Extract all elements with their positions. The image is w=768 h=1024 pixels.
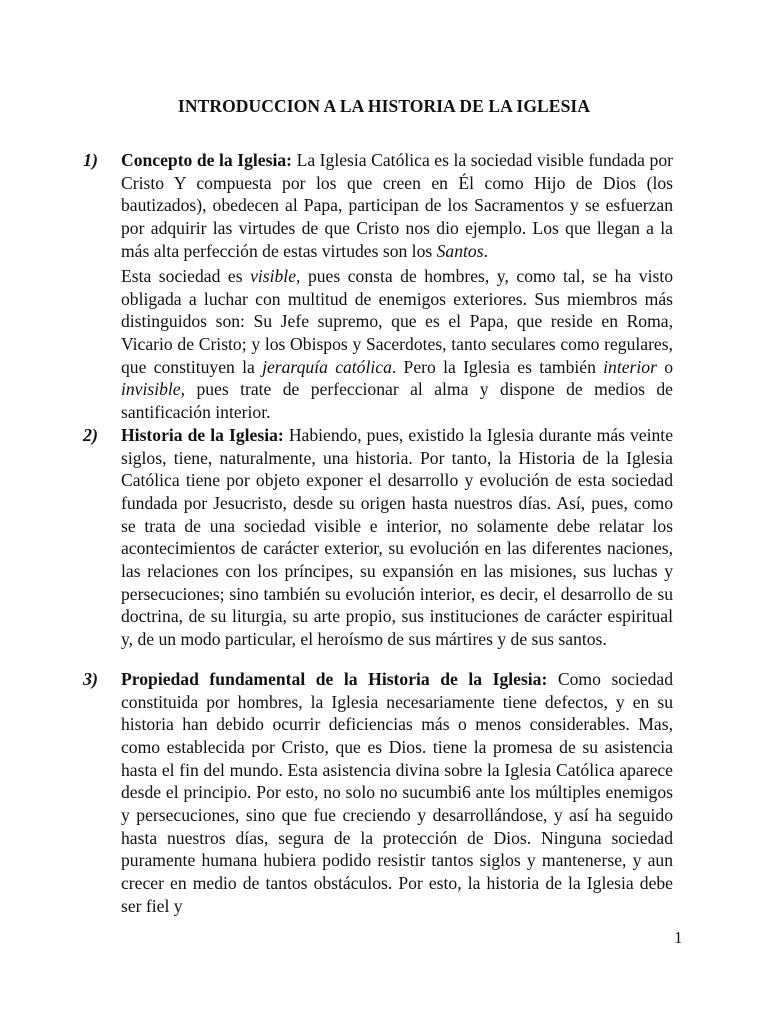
paragraph-text: Esta sociedad es (121, 266, 243, 286)
italic-term: interior (603, 356, 657, 377)
section-paragraph (121, 424, 673, 651)
paragraph-text: pues consta de hombres, y, como tal, se ha visto obligada a luchar con multitud de enemigos exteriores. Sus miembros más distinguidos son: Su Jefe supremo, que es el Papa, que reside en Roma, Vicario de Cristo; y los Obispos y Sacerdotes, tanto seculares como regulares, que constituyen la (121, 266, 674, 377)
italic-term: invisible, (121, 379, 186, 400)
section-heading: Concepto de la Iglesia: (121, 150, 293, 170)
section-heading: Propiedad fundamental de la Historia de la Iglesia: (121, 669, 548, 689)
paragraph-text: o (664, 356, 674, 377)
section-paragraph (121, 668, 673, 917)
section-heading: Historia de la Iglesia: (121, 425, 284, 445)
paragraph-text: Habiendo, pues, existido la Iglesia durante más veinte siglos, tiene, naturalmente, una historia. Por tanto, la Historia de la Iglesia Católica tiene por objeto exponer el desarrollo y evolución de esta sociedad fundada por Jesucristo, desde su origen hasta nuestros días. Así, pues, como se trata de una sociedad visible e interior, no solamente debe relatar los acontecimientos de carácter exterior, su evolución en las diferentes naciones, las relaciones con los príncipes, su expansión en las misiones, sus luchas y persecuciones; sino también su evolución interior, es decir, el desarrollo de su doctrina, de su liturgia, su arte propio, sus instituciones de carácter espiritual y, de un modo particular, el heroísmo de sus mártires y de sus santos. (121, 425, 674, 649)
italic-term: jerarquía católica (262, 356, 392, 377)
document-title: INTRODUCCION A LA HISTORIA DE LA IGLESIA (177, 96, 591, 116)
page-number: 1 (674, 928, 683, 947)
paragraph-text: Como sociedad constituida por hombres, la Iglesia necesariamente tiene defectos, y en su historia han debido ocurrir deficiencias más o menos considerables. Mas, como establecida por Cristo, que es Dios. tiene la promesa de su asistencia hasta el fin del mundo. Esta asistencia divina sobre la Iglesia Católica aparece desde el principio. Por esto, no solo no sucumbi6 ante los múltiples enemigos y persecuciones, sino que fue creciendo y desarrollándose, y así ha seguido hasta nuestros días, segura de la protección de Dios. Ninguna sociedad puramente humana hubiera podido resistir tantos siglos y mantenerse, y aun crecer en medio de tantos obstáculos. Por esto, la historia de la Iglesia debe ser fiel y (121, 669, 673, 916)
punctuation: . (483, 240, 488, 261)
section-number: 2) (83, 425, 98, 445)
section-number: 1) (83, 150, 98, 170)
italic-term: visible, (250, 266, 301, 286)
section-number: 3) (83, 669, 98, 689)
paragraph-text: . Pero la Iglesia es también (391, 356, 596, 377)
section-paragraph (121, 149, 673, 262)
paragraph-text: La Iglesia Católica es la sociedad visible fundada por Cristo Y compuesta por los que creen en Él como Hijo de Dios (los bautizados), obedecen al Papa, participan de los Sacramentos y se esfuerzan por adquirir las virtudes de que Cristo nos dio ejemplo. Los que llegan a la más alta perfección de estas virtudes son los (121, 150, 673, 261)
italic-term: Santos (436, 240, 484, 261)
paragraph-text: pues trate de perfeccionar al alma y dispone de medios de santificación interior. (121, 379, 673, 422)
section-paragraph-2 (121, 265, 673, 424)
